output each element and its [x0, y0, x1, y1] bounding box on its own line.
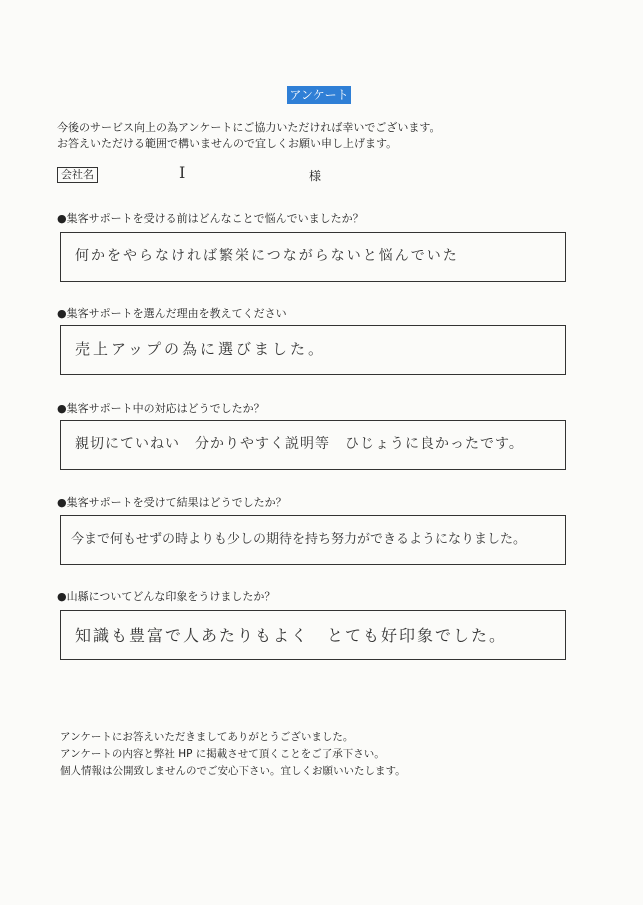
- footer-text: [60, 729, 406, 780]
- question-4-label: ●集客サポートを受けて結果はどうでしたか？: [57, 496, 287, 509]
- answer-5-box: [60, 610, 566, 660]
- intro-text: [57, 120, 440, 152]
- company-value: I: [179, 163, 186, 182]
- intro-line-1: 今後のサービス向上の為アンケートにご協力いただければ幸いでございます。: [57, 121, 441, 134]
- footer-line-2: アンケートの内容と弊社 HP に掲載させて頂くことをご了承下さい。: [60, 748, 385, 760]
- answer-4-text: 今まで何もせずの時よりも少しの期待を持ち努力ができるようになりました。: [71, 532, 527, 547]
- answer-3-box: [60, 420, 566, 470]
- question-2-label: ●集客サポートを選んだ理由を教えてください: [57, 307, 287, 320]
- footer-line-3: 個人情報は公開致しませんのでご安心下さい。宜しくお願いいたします。: [60, 765, 406, 777]
- question-1-label: ●集客サポートを受ける前はどんなことで悩んでいましたか？: [57, 212, 364, 225]
- answer-3-text: 親切にていねい 分かりやすく説明等 ひじょうに良かったです。: [75, 436, 524, 452]
- question-3-label: ●集客サポート中の対応はどうでしたか？: [57, 402, 265, 415]
- intro-line-2: お答えいただける範囲で構いませんので宜しくお願い申し上げます。: [57, 137, 398, 150]
- footer-line-1: アンケートにお答えいただきましてありがとうございました。: [60, 731, 354, 743]
- survey-title: アンケート: [287, 86, 351, 104]
- answer-2-box: [60, 325, 566, 375]
- company-label: 会社名: [57, 167, 98, 183]
- answer-4-box: [60, 515, 566, 565]
- company-honorific: 様: [309, 169, 322, 183]
- answer-2-text: 売上アップの為に選びました。: [75, 340, 326, 358]
- answer-1-text: 何かをやらなければ繁栄につながらないと悩んでいた: [75, 248, 459, 264]
- company-row: [57, 163, 577, 189]
- answer-5-text: 知識も豊富で人あたりもよく とても好印象でした。: [75, 626, 508, 645]
- answer-1-box: [60, 232, 566, 282]
- question-5-label: ●山縣についてどんな印象をうけましたか？: [57, 590, 276, 603]
